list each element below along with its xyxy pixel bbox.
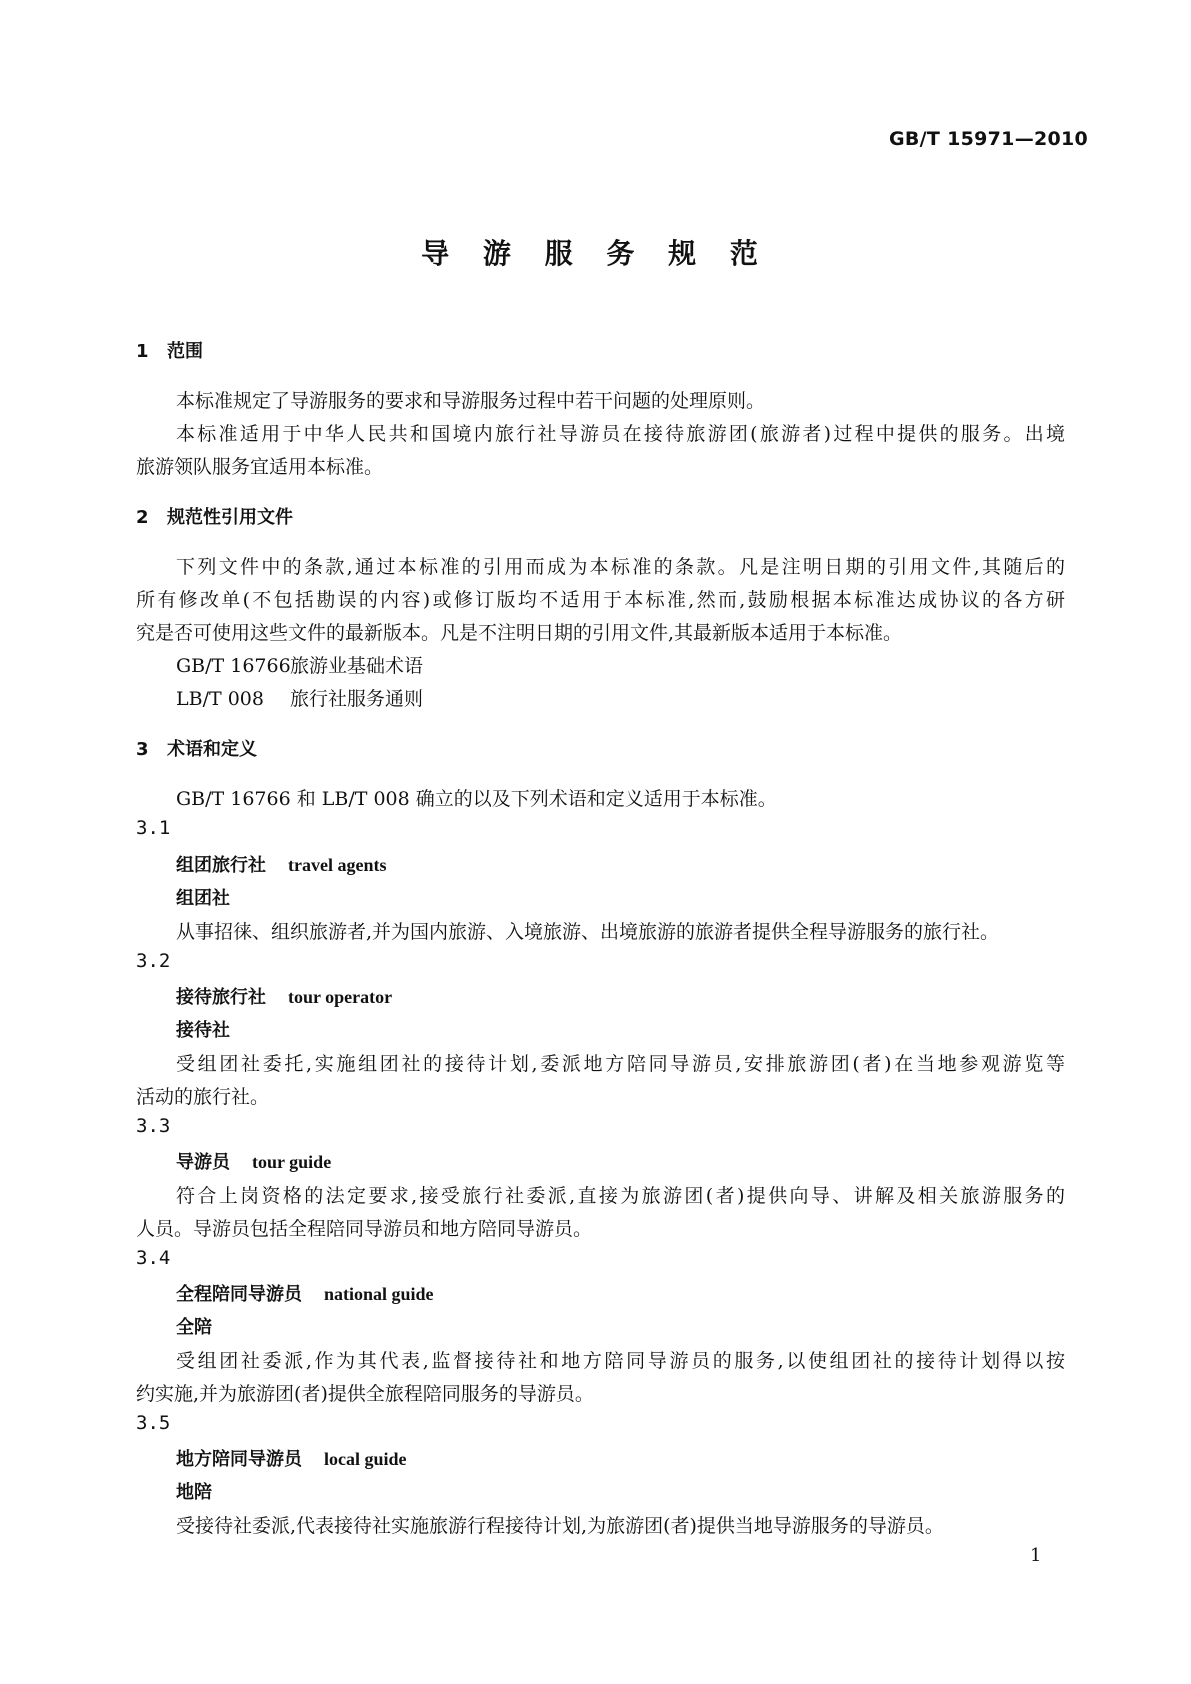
clause-number: 3.1 [136, 817, 171, 839]
section-number: 3 [136, 739, 149, 760]
reference-code: LB/T 008 [176, 688, 264, 710]
document-title: 导 游 服 务 规 范 [421, 237, 770, 270]
reference-title: 旅行社服务通则 [290, 688, 424, 710]
term-definition-line: 约实施,并为旅游团(者)提供全旅程陪同服务的导游员。 [136, 1383, 594, 1405]
term-definition-line: 受组团社委派,作为其代表,监督接待社和地方陪同导游员的服务,以使组团社的接待计划得以按 [176, 1350, 1065, 1372]
clause-number: 3.5 [136, 1412, 171, 1434]
term-chinese: 接待旅行社 [176, 987, 266, 1008]
paragraph: 本标准规定了导游服务的要求和导游服务过程中若干问题的处理原则。 [176, 390, 766, 412]
term-alternative: 组团社 [176, 888, 230, 909]
term-english: tour guide [252, 1152, 332, 1172]
term-english: local guide [324, 1449, 407, 1469]
term-alternative: 全陪 [176, 1317, 212, 1338]
term-entry [176, 1148, 331, 1174]
paragraph-line: 下列文件中的条款,通过本标准的引用而成为本标准的条款。凡是注明日期的引用文件,其随后的 [176, 556, 1065, 578]
term-chinese: 地方陪同导游员 [176, 1449, 302, 1470]
term-alternative: 接待社 [176, 1020, 230, 1041]
paragraph: GB/T 16766 和 LB/T 008 确立的以及下列术语和定义适用于本标准。 [176, 788, 777, 810]
reference-title: 旅游业基础术语 [290, 655, 424, 677]
clause-number: 3.4 [136, 1247, 171, 1269]
term-entry [176, 1445, 407, 1471]
term-chinese: 组团旅行社 [176, 855, 266, 876]
paragraph-line: 究是否可使用这些文件的最新版本。凡是不注明日期的引用文件,其最新版本适用于本标准。 [136, 622, 903, 644]
term-definition-line: 符合上岗资格的法定要求,接受旅行社委派,直接为旅游团(者)提供向导、讲解及相关旅游服务的 [176, 1185, 1065, 1207]
term-alternative: 地陪 [176, 1482, 212, 1503]
section-title: 范围 [167, 341, 203, 362]
term-entry [176, 851, 386, 877]
clause-number: 3.2 [136, 950, 171, 972]
term-english: tour operator [288, 987, 393, 1007]
page-number: 1 [1030, 1545, 1042, 1566]
paragraph-line: 所有修改单(不包括勘误的内容)或修订版均不适用于本标准,然而,鼓励根据本标准达成协议的各方研 [136, 589, 1065, 611]
section-title: 规范性引用文件 [167, 507, 293, 528]
reference-item [176, 684, 423, 711]
reference-item [176, 651, 423, 678]
section-number: 2 [136, 507, 149, 528]
clause-number: 3.3 [136, 1115, 171, 1137]
term-definition: 从事招徕、组织旅游者,并为国内旅游、入境旅游、出境旅游的旅游者提供全程导游服务的旅行社。 [176, 921, 1000, 943]
standard-code: GB/T 15971—2010 [889, 128, 1089, 150]
reference-code: GB/T 16766 [176, 655, 291, 677]
term-definition-line: 受组团社委托,实施组团社的接待计划,委派地方陪同导游员,安排旅游团(者)在当地参观游览等 [176, 1053, 1065, 1075]
section-title: 术语和定义 [167, 739, 257, 760]
term-definition: 受接待社委派,代表接待社实施旅游行程接待计划,为旅游团(者)提供当地导游服务的导游员。 [176, 1515, 944, 1537]
term-entry [176, 983, 392, 1009]
term-entry [176, 1280, 434, 1306]
paragraph-line: 本标准适用于中华人民共和国境内旅行社导游员在接待旅游团(旅游者)过程中提供的服务。出境 [176, 423, 1065, 445]
term-chinese: 导游员 [176, 1152, 230, 1173]
term-definition-line: 活动的旅行社。 [136, 1086, 270, 1108]
paragraph-line: 旅游领队服务宜适用本标准。 [136, 456, 384, 478]
section-heading-terms-and-definitions [136, 735, 257, 761]
term-chinese: 全程陪同导游员 [176, 1284, 302, 1305]
section-number: 1 [136, 341, 149, 362]
term-english: travel agents [288, 855, 387, 875]
term-definition-line: 人员。导游员包括全程陪同导游员和地方陪同导游员。 [136, 1218, 593, 1240]
section-heading-scope [136, 337, 203, 363]
term-english: national guide [324, 1284, 434, 1304]
section-heading-normative-references [136, 503, 293, 529]
